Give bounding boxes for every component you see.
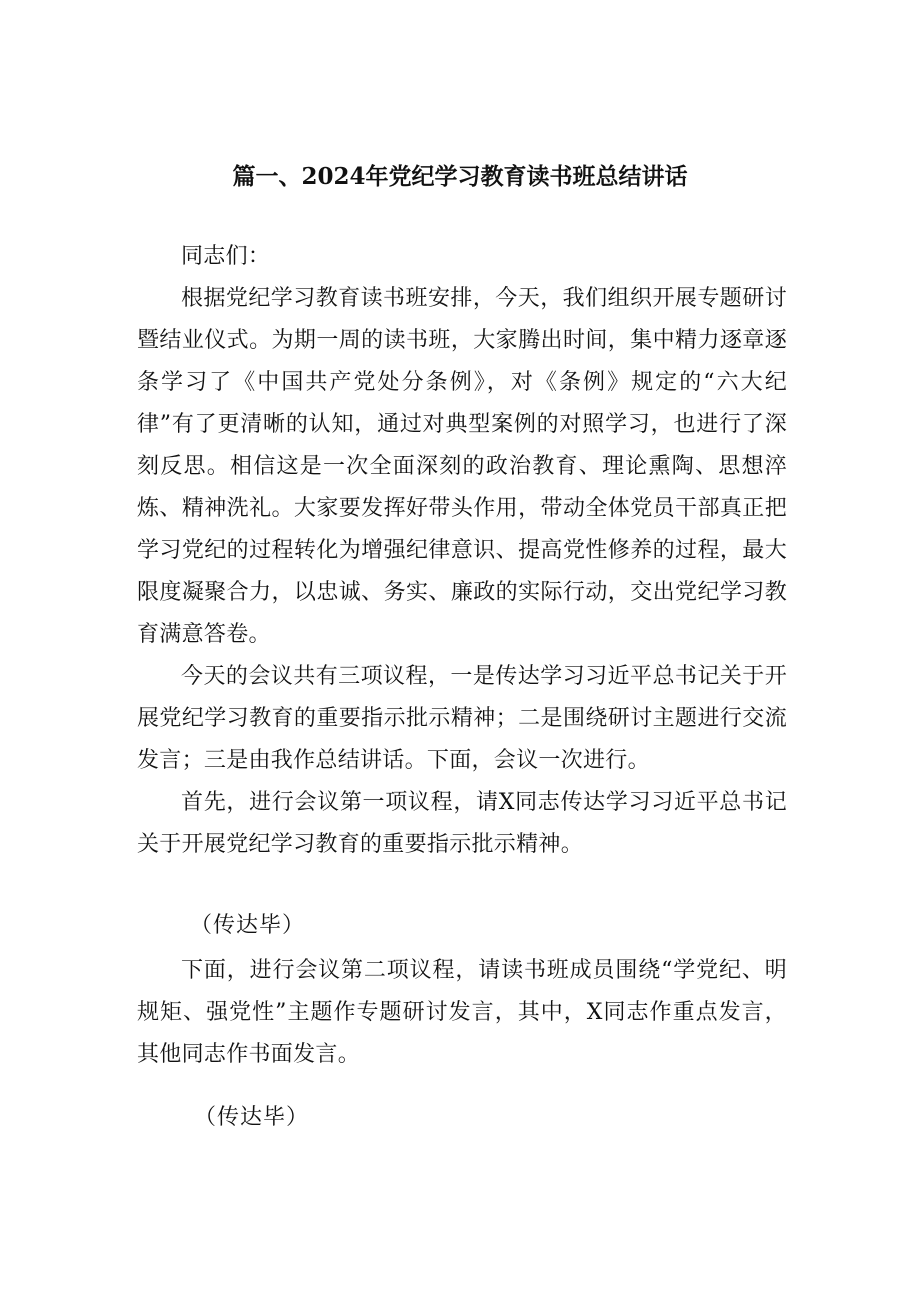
document-body-continued	[137, 950, 787, 1076]
document-title: 篇一、2024年党纪学习教育读书班总结讲话	[232, 163, 688, 190]
note-conveyed-1: （传达毕）	[190, 913, 306, 938]
paragraph-agenda: 今天的会议共有三项议程，一是传达学习习近平总书记关于开展党纪学习教育的重要指示批示精神；二是围绕研讨主题进行交流发言；三是由我作总结讲话。下面，会议一次进行。	[137, 664, 787, 773]
note-conveyed-2: （传达毕）	[194, 1105, 310, 1130]
paragraph-intro: 根据党纪学习教育读书班安排，今天，我们组织开展专题研讨暨结业仪式。为期一周的读书班，大家腾出时间，集中精力逐章逐条学习了《中国共产党处分条例》，对《条例》规定的“六大纪律”有了更清晰的认知，通过对典型案例的对照学习，也进行了深刻反思。相信这是一次全面深刻的政治教育、理论熏陶、思想淬炼、精神洗礼。大家要发挥好带头作用，带动全体党员干部真正把学习党纪的过程转化为增强纪律意识、提高党性修养的过程，最大限度凝聚合力，以忠诚、务实、廉政的实际行动，交出党纪学习教育满意答卷。	[137, 286, 787, 647]
salutation: 同志们：	[181, 244, 271, 269]
paragraph-first-item: 首先，进行会议第一项议程，请X同志传达学习习近平总书记关于开展党纪学习教育的重要指示批示精神。	[137, 790, 787, 857]
document-body	[137, 236, 787, 866]
paragraph-second-item: 下面，进行会议第二项议程，请读书班成员围绕“学党纪、明规矩、强党性”主题作专题研讨发言，其中，X同志作重点发言，其他同志作书面发言。	[137, 958, 787, 1067]
